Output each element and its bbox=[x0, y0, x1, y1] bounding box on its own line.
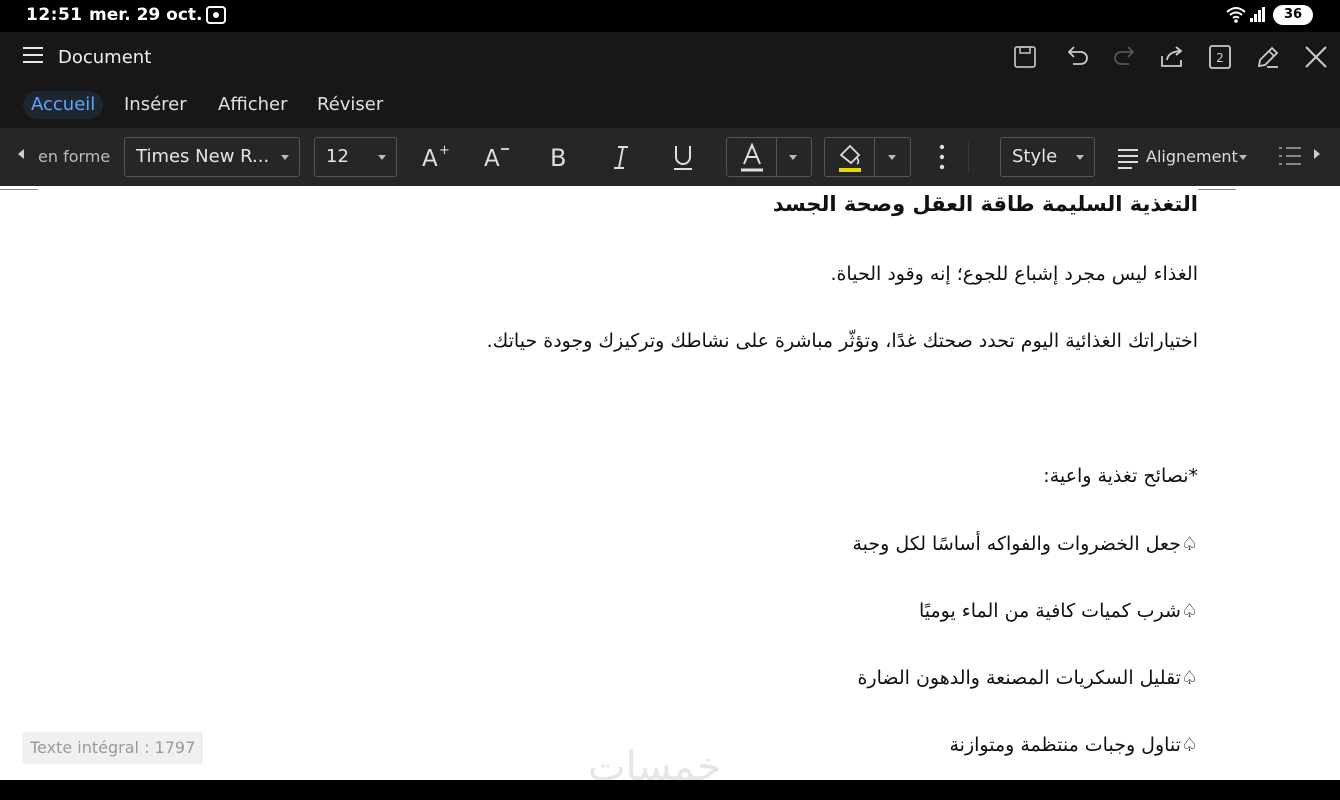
highlight-color-swatch bbox=[839, 168, 861, 172]
wifi-icon bbox=[1226, 6, 1246, 28]
svg-text:+: + bbox=[439, 143, 450, 158]
list-icon[interactable] bbox=[1278, 144, 1302, 170]
status-time: 12:51 bbox=[26, 5, 83, 25]
document-canvas[interactable] bbox=[0, 186, 1340, 780]
alignment-label: Alignement bbox=[1146, 147, 1238, 166]
font-family-value: Times New R... bbox=[136, 146, 270, 167]
toolbar-divider bbox=[968, 142, 969, 172]
scroll-right-icon[interactable] bbox=[1314, 149, 1320, 159]
watermark-logo: خمسات bbox=[588, 744, 722, 780]
align-left-icon bbox=[1116, 146, 1140, 170]
tab-reviser[interactable]: Réviser bbox=[317, 94, 384, 115]
style-select[interactable] bbox=[1000, 137, 1095, 177]
redo-icon[interactable] bbox=[1108, 40, 1142, 74]
tab-afficher[interactable]: Afficher bbox=[218, 94, 288, 115]
list-item[interactable]: ♤شرب كميات كافية من الماء يوميًا bbox=[918, 600, 1198, 622]
save-icon[interactable] bbox=[1008, 40, 1042, 74]
page-margin-marker bbox=[1198, 186, 1236, 190]
svg-text:B: B bbox=[550, 144, 567, 172]
close-icon[interactable] bbox=[1299, 40, 1333, 74]
font-size-select[interactable] bbox=[314, 137, 397, 177]
edit-icon[interactable] bbox=[1251, 40, 1285, 74]
svg-text:2: 2 bbox=[1216, 51, 1224, 65]
chevron-down-icon bbox=[378, 155, 386, 160]
share-icon[interactable] bbox=[1155, 40, 1189, 74]
document-subheading[interactable]: *نصائح تغذية واعية: bbox=[1043, 465, 1198, 487]
status-bar bbox=[0, 0, 1340, 32]
svg-text:A: A bbox=[422, 146, 438, 172]
status-date: mer. 29 oct. bbox=[89, 5, 203, 25]
highlight-color-picker[interactable] bbox=[824, 137, 911, 177]
scroll-left-icon[interactable] bbox=[18, 149, 24, 159]
tab-accueil[interactable]: Accueil bbox=[23, 91, 103, 119]
page-view-icon[interactable] bbox=[1203, 40, 1237, 74]
word-count-badge: Texte intégral : 1797 bbox=[22, 732, 203, 764]
style-select-label: Style bbox=[1012, 146, 1058, 167]
font-color-picker[interactable] bbox=[726, 137, 812, 177]
bold-icon[interactable] bbox=[542, 141, 576, 173]
document-paragraph[interactable]: الغذاء ليس مجرد إشباع للجوع؛ إنه وقود الحياة. bbox=[830, 263, 1198, 285]
chevron-down-icon bbox=[1239, 155, 1247, 160]
list-item[interactable]: ♤تناول وجبات منتظمة ومتوازنة bbox=[949, 734, 1198, 756]
signal-icon bbox=[1250, 7, 1266, 22]
format-toolbar bbox=[0, 128, 1340, 186]
font-color-icon bbox=[735, 140, 769, 174]
decrease-font-icon[interactable] bbox=[480, 141, 514, 173]
font-family-select[interactable] bbox=[124, 137, 300, 177]
chevron-down-icon bbox=[281, 155, 289, 160]
screenshot-icon bbox=[206, 6, 226, 24]
battery-indicator: 36 bbox=[1273, 5, 1313, 25]
ribbon-tabs bbox=[0, 82, 1340, 128]
page-margin-marker bbox=[0, 186, 38, 190]
svg-text:A: A bbox=[484, 146, 500, 172]
font-size-value: 12 bbox=[326, 146, 349, 167]
alignment-button[interactable] bbox=[1116, 144, 1256, 172]
tab-inserer[interactable]: Insérer bbox=[124, 94, 187, 115]
menu-icon[interactable] bbox=[23, 46, 43, 64]
app-bar bbox=[0, 32, 1340, 82]
navigation-bar bbox=[0, 780, 1340, 800]
document-paragraph[interactable]: اختياراتك الغذائية اليوم تحدد صحتك غدًا، وتؤثّر مباشرة على نشاطك وتركيزك وجودة حياتك. bbox=[486, 330, 1198, 352]
undo-icon[interactable] bbox=[1060, 40, 1094, 74]
chevron-down-icon bbox=[789, 155, 797, 160]
increase-font-icon[interactable] bbox=[418, 141, 452, 173]
format-label[interactable]: en forme bbox=[38, 147, 111, 166]
document-heading[interactable]: التغذية السليمة طاقة العقل وصحة الجسد bbox=[772, 192, 1198, 216]
chevron-down-icon bbox=[1076, 155, 1084, 160]
chevron-down-icon bbox=[888, 155, 896, 160]
list-item[interactable]: ♤جعل الخضروات والفواكه أساسًا لكل وجبة bbox=[852, 533, 1198, 555]
document-title: Document bbox=[58, 47, 152, 68]
italic-icon[interactable] bbox=[604, 141, 638, 173]
more-options-icon[interactable] bbox=[925, 141, 959, 173]
underline-icon[interactable] bbox=[666, 141, 700, 173]
highlighter-icon bbox=[833, 140, 867, 174]
list-item[interactable]: ♤تقليل السكريات المصنعة والدهون الضارة bbox=[857, 667, 1198, 689]
